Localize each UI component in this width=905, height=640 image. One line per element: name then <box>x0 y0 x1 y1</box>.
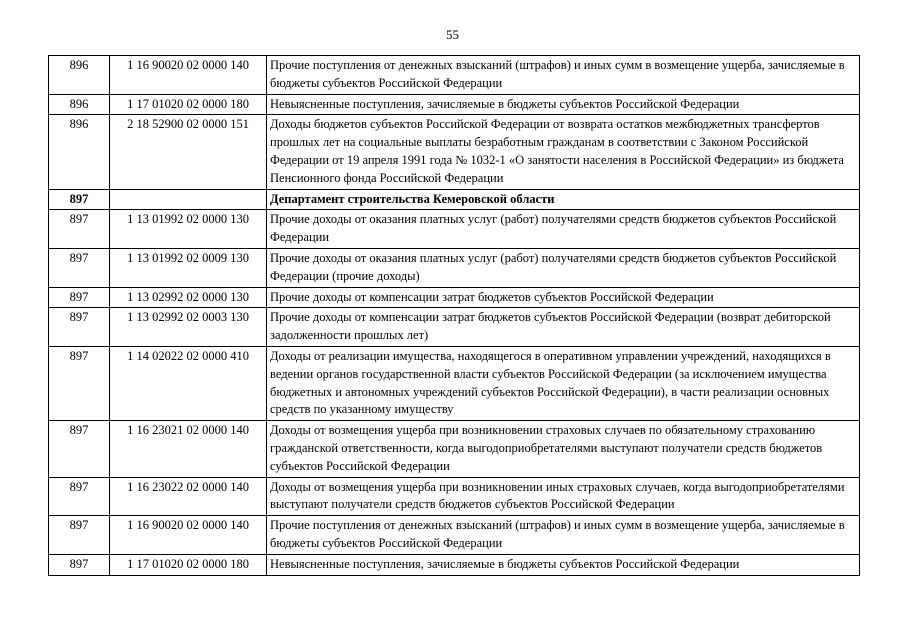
description-cell: Прочие доходы от компенсации затрат бюджетов субъектов Российской Федерации <box>267 287 860 308</box>
budget-code-cell: 1 13 02992 02 0000 130 <box>110 287 267 308</box>
department-header-row <box>49 189 860 210</box>
admin-code-cell: 896 <box>49 115 110 189</box>
admin-code-cell: 897 <box>49 554 110 575</box>
description-cell: Доходы бюджетов субъектов Российской Федерации от возврата остатков межбюджетных трансфертов прошлых лет на социальные выплаты безработным гражданам в соответствии с Законом Российской Федерации от 19 апреля 1991 года № 1032-1 «О занятости населения в Российской Федерации» из бюджета Пенсионного фонда Российской Федерации <box>267 115 860 189</box>
description-cell: Невыясненные поступления, зачисляемые в бюджеты субъектов Российской Федерации <box>267 554 860 575</box>
description-cell: Прочие доходы от оказания платных услуг (работ) получателями средств бюджетов субъектов Российской Федерации (прочие доходы) <box>267 248 860 287</box>
budget-code-cell: 1 16 23021 02 0000 140 <box>110 421 267 477</box>
admin-code-cell: 897 <box>49 248 110 287</box>
budget-code-cell: 1 16 90020 02 0000 140 <box>110 56 267 95</box>
table-row <box>49 210 860 249</box>
budget-code-cell: 1 16 90020 02 0000 140 <box>110 516 267 555</box>
admin-code-cell: 896 <box>49 94 110 115</box>
budget-code-cell: 1 17 01020 02 0000 180 <box>110 554 267 575</box>
description-cell: Прочие поступления от денежных взысканий (штрафов) и иных сумм в возмещение ущерба, зачисляемые в бюджеты субъектов Российской Федерации <box>267 516 860 555</box>
table-row <box>49 248 860 287</box>
description-cell: Прочие доходы от компенсации затрат бюджетов субъектов Российской Федерации (возврат дебиторской задолженности прошлых лет) <box>267 308 860 347</box>
admin-code-cell: 897 <box>49 308 110 347</box>
admin-code-cell: 897 <box>49 287 110 308</box>
admin-code-cell: 897 <box>49 516 110 555</box>
admin-code-cell: 897 <box>49 346 110 420</box>
table-row <box>49 554 860 575</box>
description-cell: Прочие поступления от денежных взысканий (штрафов) и иных сумм в возмещение ущерба, зачисляемые в бюджеты субъектов Российской Федерации <box>267 56 860 95</box>
table-row <box>49 346 860 420</box>
department-title-cell: Департамент строительства Кемеровской области <box>267 189 860 210</box>
table-row <box>49 94 860 115</box>
table-row <box>49 477 860 516</box>
admin-code-cell: 897 <box>49 421 110 477</box>
description-cell: Доходы от реализации имущества, находящегося в оперативном управлении учреждений, находящихся в ведении органов государственной власти субъектов Российской Федерации (за исключением имущества бюджетных и автономных учреждений субъектов Российской Федерации), в части реализации основных средств по указанному имуществу <box>267 346 860 420</box>
description-cell: Доходы от возмещения ущерба при возникновении иных страховых случаев, когда выгодоприобретателями выступают получатели средств бюджетов субъектов Российской Федерации <box>267 477 860 516</box>
admin-code-cell: 897 <box>49 477 110 516</box>
description-cell: Доходы от возмещения ущерба при возникновении страховых случаев по обязательному страхованию гражданской ответственности, когда выгодоприобретателями выступают получатели средств бюджетов субъектов Российской Федерации <box>267 421 860 477</box>
table-row <box>49 115 860 189</box>
table-row <box>49 308 860 347</box>
budget-code-cell: 1 14 02022 02 0000 410 <box>110 346 267 420</box>
table-row <box>49 56 860 95</box>
admin-code-cell: 897 <box>49 210 110 249</box>
budget-code-cell: 1 13 01992 02 0000 130 <box>110 210 267 249</box>
budget-code-cell: 1 13 01992 02 0009 130 <box>110 248 267 287</box>
admin-code-cell: 897 <box>49 189 110 210</box>
table-row <box>49 287 860 308</box>
admin-code-cell: 896 <box>49 56 110 95</box>
budget-code-cell: 2 18 52900 02 0000 151 <box>110 115 267 189</box>
budget-code-cell: 1 17 01020 02 0000 180 <box>110 94 267 115</box>
budget-code-cell: 1 16 23022 02 0000 140 <box>110 477 267 516</box>
page-number: 55 <box>446 27 459 42</box>
table-row <box>49 516 860 555</box>
description-cell: Невыясненные поступления, зачисляемые в бюджеты субъектов Российской Федерации <box>267 94 860 115</box>
table-row <box>49 421 860 477</box>
budget-code-cell <box>110 189 267 210</box>
description-cell: Прочие доходы от оказания платных услуг (работ) получателями средств бюджетов субъектов Российской Федерации <box>267 210 860 249</box>
revenue-codes-table <box>48 55 860 576</box>
budget-code-cell: 1 13 02992 02 0003 130 <box>110 308 267 347</box>
